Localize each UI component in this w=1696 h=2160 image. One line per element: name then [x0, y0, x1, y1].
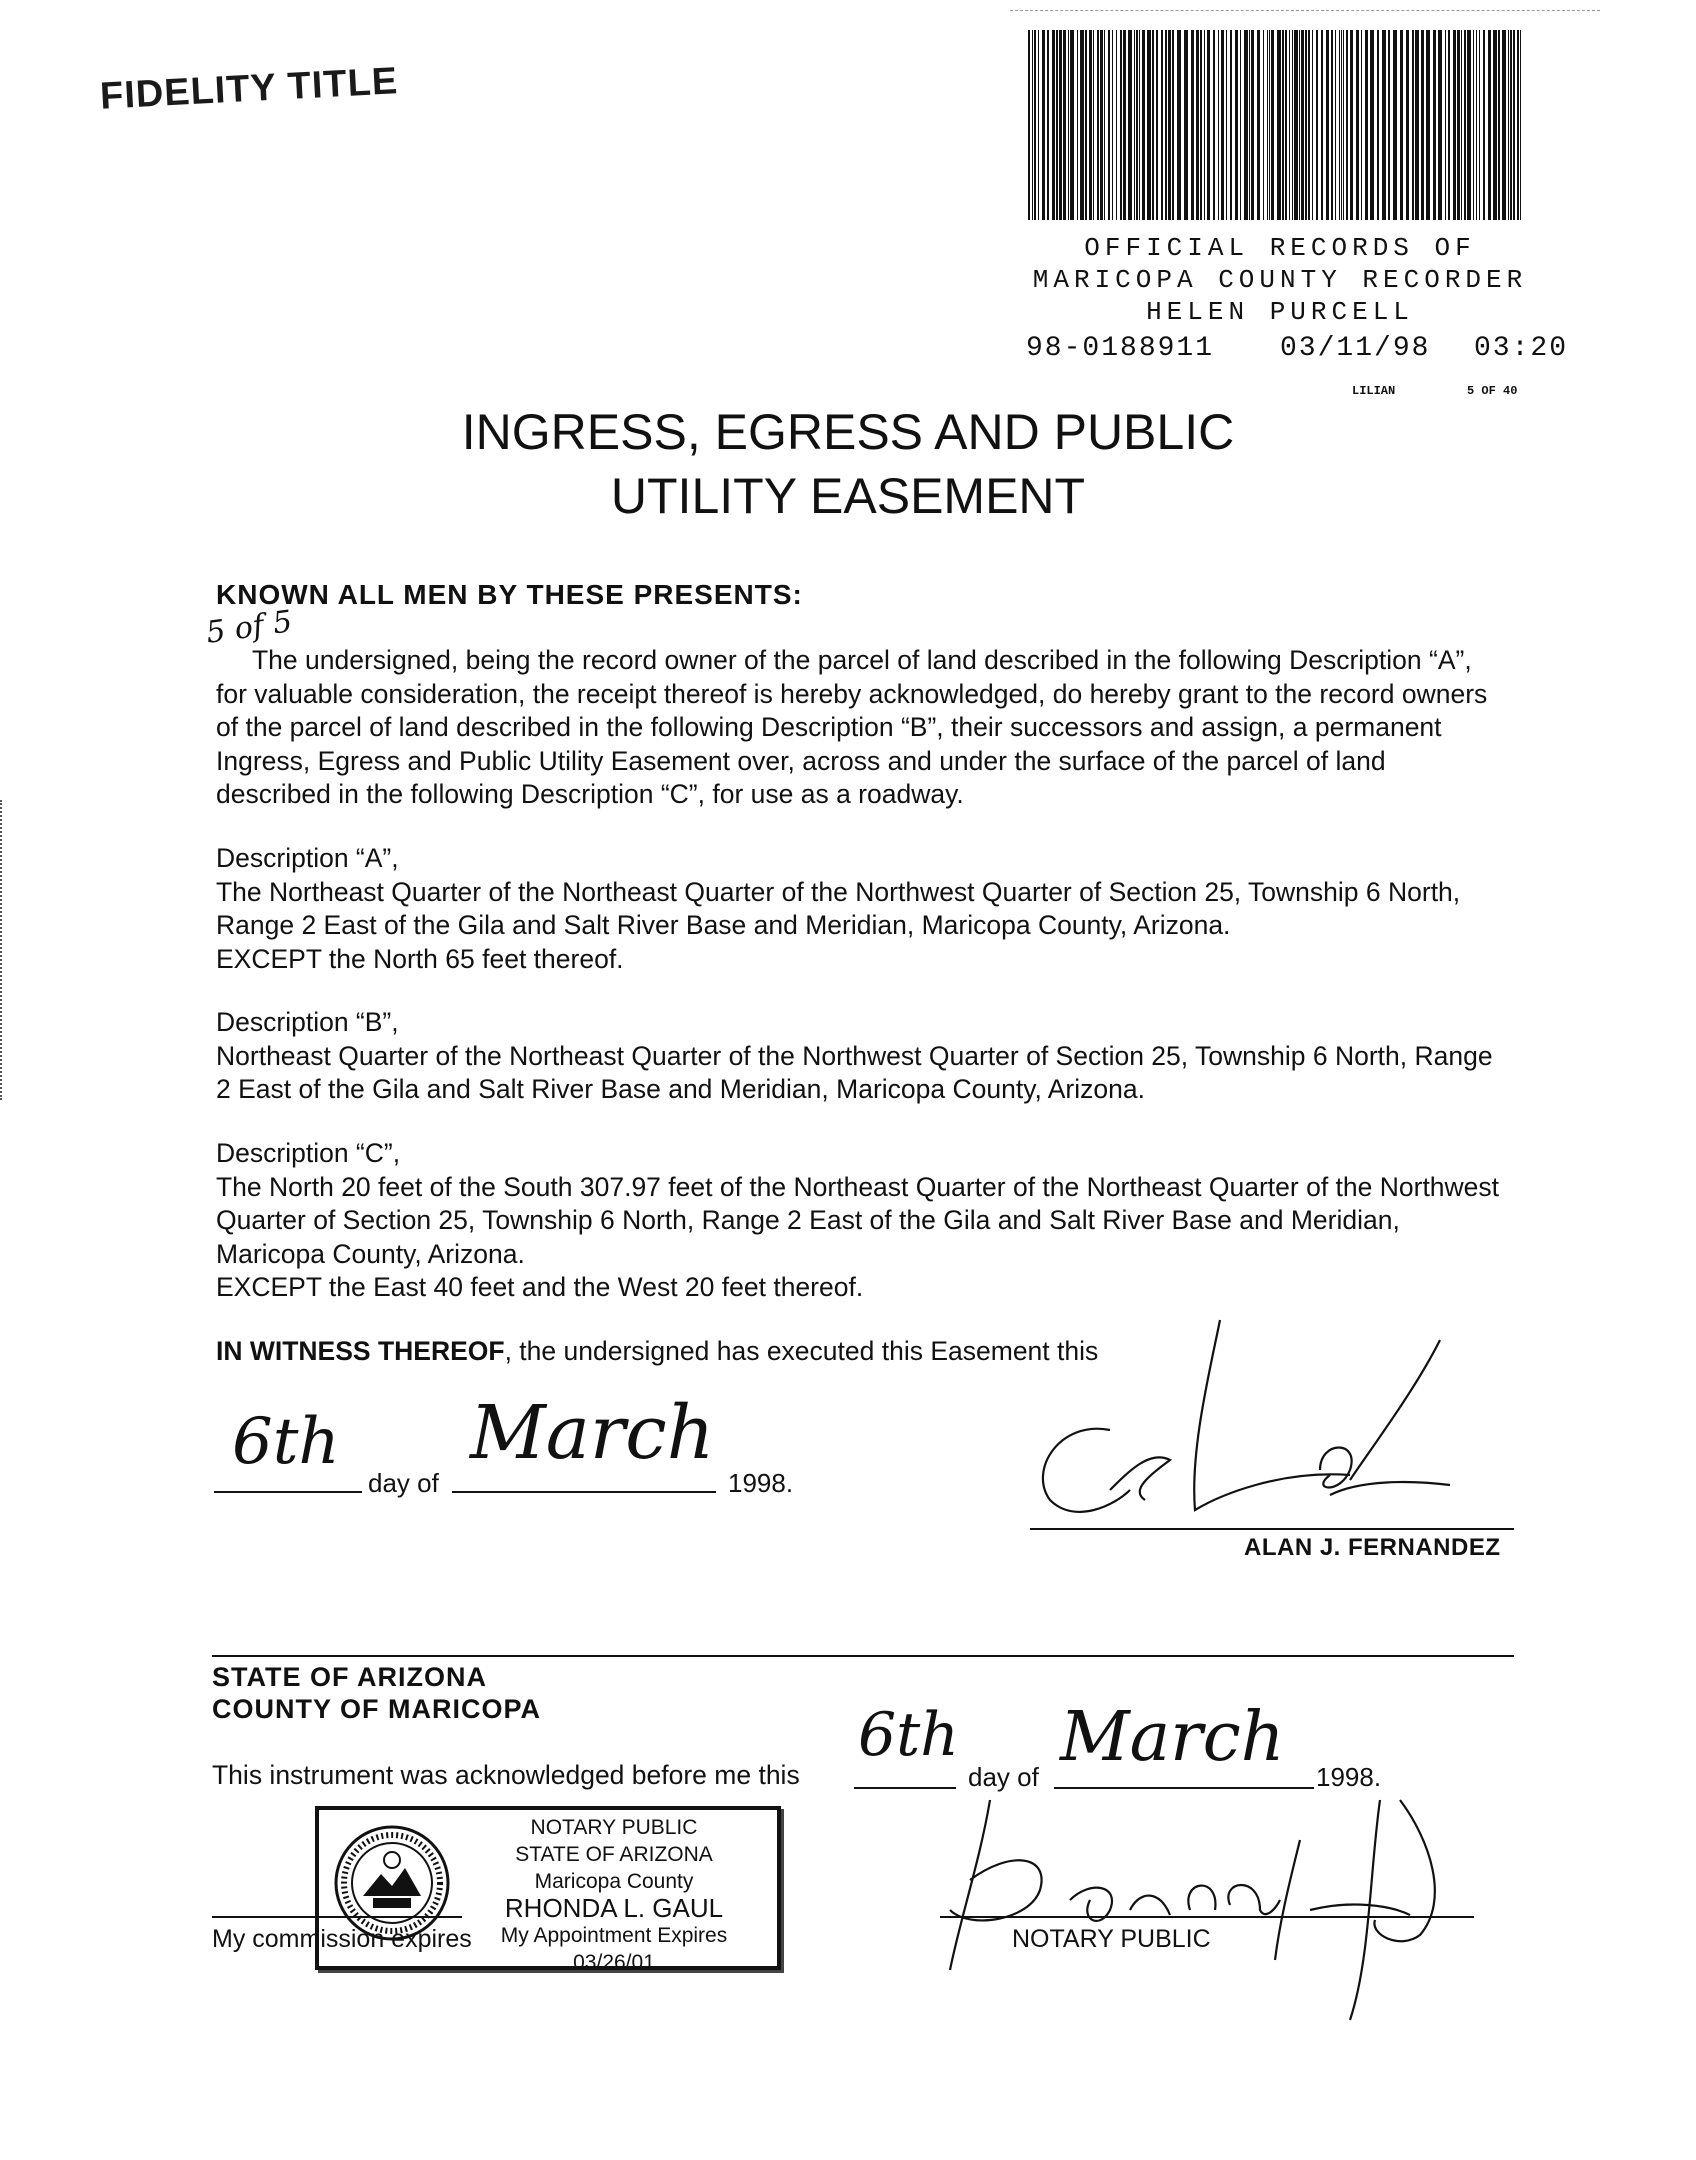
- barcode-bar: [1235, 30, 1238, 220]
- recording-doc-number: 98-0188911: [1026, 333, 1215, 364]
- barcode-bar: [1128, 30, 1132, 220]
- grantor-name: ALAN J. FERNANDEZ: [1244, 1534, 1501, 1561]
- notary-public-label: NOTARY PUBLIC: [1012, 1925, 1211, 1953]
- barcode-bar: [1177, 30, 1181, 220]
- notary-stamp-line-1: NOTARY PUBLIC: [530, 1816, 698, 1839]
- scan-edge-marks: [0, 800, 12, 1100]
- ack-text: This instrument was acknowledged before me this: [212, 1760, 800, 1790]
- barcode-bar: [1100, 30, 1103, 220]
- barcode-bar: [1034, 30, 1036, 220]
- barcode-bar: [1377, 30, 1379, 220]
- barcode-bar: [1042, 30, 1045, 220]
- witness-bold: IN WITNESS THEREOF: [216, 1336, 505, 1366]
- barcode-bar: [1277, 30, 1281, 220]
- barcode-bar: [1032, 30, 1033, 220]
- description-c-except: EXCEPT the East 40 feet and the West 20 feet thereof.: [216, 1272, 864, 1302]
- barcode-bar: [1508, 30, 1509, 220]
- barcode-bar: [1080, 30, 1084, 220]
- notary-stamp-line-2: STATE OF ARIZONA: [515, 1843, 713, 1866]
- barcode-bar: [1294, 30, 1298, 220]
- barcode-bar: [1047, 30, 1049, 220]
- description-c: [216, 1137, 1506, 1305]
- barcode-bar: [1142, 30, 1145, 220]
- barcode-bar: [1271, 30, 1274, 220]
- barcode-bar: [1120, 30, 1122, 220]
- barcode-bar: [1361, 30, 1362, 220]
- barcode-bar: [1089, 30, 1092, 220]
- barcode-bar: [1406, 30, 1409, 220]
- description-a-text: The Northeast Quarter of the Northeast Quarter of the Northwest Quarter of Section 25, Township 6 North, Range 2 East of the Gila and Salt River Base and Meridian, Maricopa County, Arizona.: [216, 876, 1461, 940]
- barcode-bar: [1493, 30, 1497, 220]
- barcode-bar: [1251, 30, 1254, 220]
- barcode-bar: [1483, 30, 1485, 220]
- description-b: [216, 1006, 1506, 1107]
- barcode-bar: [1112, 30, 1113, 220]
- barcode-bar: [1134, 30, 1135, 220]
- witness-day-line: [214, 1491, 362, 1493]
- barcode-bar: [1200, 30, 1202, 220]
- barcode-bar: [1218, 30, 1219, 220]
- barcode-bar: [1052, 30, 1055, 220]
- ack-state: STATE OF ARIZONA: [212, 1662, 487, 1692]
- barcode-bar: [1433, 30, 1436, 220]
- description-c-text: The North 20 feet of the South 307.97 feet of the Northeast Quarter of the Northeast Quarter of the Northwest Quarter of Section 25, Township 6 North, Range 2 East of the Gila and Salt River Base and Meridian, Maricopa County, Arizona.: [216, 1171, 1500, 1269]
- recording-page: 5 OF 40: [1467, 384, 1518, 398]
- description-a-except: EXCEPT the North 65 feet thereof.: [216, 943, 624, 974]
- barcode-bar: [1028, 30, 1030, 220]
- barcode-bar: [1056, 30, 1058, 220]
- witness-year: 1998.: [728, 1468, 794, 1498]
- barcode-bar: [1343, 30, 1344, 220]
- description-a-heading: Description “A”,: [216, 843, 399, 873]
- document-title: [0, 400, 1696, 528]
- barcode-bar: [1257, 30, 1260, 220]
- barcode-bar: [1267, 30, 1268, 220]
- notary-stamp-line-3: Maricopa County: [534, 1870, 694, 1893]
- acknowledgment-separator: [212, 1655, 1514, 1657]
- barcode-bar: [1299, 30, 1300, 220]
- barcode-bar: [1438, 30, 1442, 220]
- notary-stamp-expires: My Appointment Expires 03/26/01: [500, 1924, 728, 1974]
- grant-paragraph: [216, 644, 1506, 812]
- barcode-bar: [1070, 30, 1074, 220]
- barcode-bar: [1097, 30, 1099, 220]
- barcode-bar: [1204, 30, 1205, 220]
- barcode-bar: [1510, 30, 1512, 220]
- title-line-2: UTILITY EASEMENT: [610, 468, 1086, 524]
- barcode-bar: [1464, 30, 1466, 220]
- barcode-bar: [1479, 30, 1480, 220]
- description-b-heading: Description “B”,: [216, 1007, 399, 1037]
- barcode-bar: [1457, 30, 1460, 220]
- barcode-bar: [1305, 30, 1307, 220]
- witness-month-handwritten: March: [470, 1390, 715, 1476]
- barcode-bar: [1285, 30, 1287, 220]
- barcode-bar: [1467, 30, 1471, 220]
- recording-date: 03/11/98: [1280, 333, 1431, 364]
- title-line-1: INGRESS, EGRESS AND PUBLIC: [461, 404, 1235, 460]
- barcode-bar: [1282, 30, 1284, 220]
- barcode-bar: [1316, 30, 1318, 220]
- barcode-bar: [1123, 30, 1126, 220]
- description-c-heading: Description “C”,: [216, 1138, 401, 1168]
- barcode-bar: [1221, 30, 1224, 220]
- barcode-bar: [1207, 30, 1210, 220]
- barcode-bar: [1461, 30, 1462, 220]
- ack-day-handwritten: 6th: [858, 1700, 959, 1770]
- barcode-bar: [1473, 30, 1474, 220]
- barcode-bar: [1476, 30, 1477, 220]
- barcode-bar: [1093, 30, 1094, 220]
- barcode-bar: [1335, 30, 1336, 220]
- description-b-text: Northeast Quarter of the Northeast Quarter of the Northwest Quarter of Section 25, Township 6 North, Range 2 East of the Gila and Salt River Base and Meridian, Maricopa County, Arizona.: [216, 1040, 1493, 1104]
- notary-stamp: [315, 1806, 781, 1974]
- barcode-bar: [1400, 30, 1403, 220]
- barcode-bar: [1165, 30, 1167, 220]
- ack-month-handwritten: March: [1060, 1698, 1285, 1777]
- barcode-graphic: [1028, 30, 1526, 220]
- barcode-bar: [1038, 30, 1039, 220]
- grant-text: The undersigned, being the record owner of the parcel of land described in the following Description “A”, for valuable consideration, the receipt thereof is hereby acknowledged, do hereby grant to the record owners of the parcel of land described in the following Description “B”, their successors and assign, a permanent Ingress, Egress and Public Utility Easement over, across and under the surface of the parcel of land described in the following Description “C”, for use as a roadway.: [216, 645, 1488, 809]
- barcode-bar: [1426, 30, 1430, 220]
- barcode-bar: [1445, 30, 1446, 220]
- witness-day-handwritten: 6th: [232, 1405, 340, 1479]
- barcode-bar: [1517, 30, 1519, 220]
- barcode-bar: [1326, 30, 1329, 220]
- notary-stamp-text: [464, 1814, 764, 1976]
- barcode-bar: [1172, 30, 1174, 220]
- barcode-bar: [1312, 30, 1313, 220]
- witness-rest: , the undersigned has executed this Easement this: [504, 1336, 1099, 1366]
- barcode-bar: [1513, 30, 1515, 220]
- barcode-bar: [1213, 30, 1215, 220]
- barcode-bar: [1370, 30, 1374, 220]
- barcode-bar: [1249, 30, 1250, 220]
- recording-clerk: LILIAN: [1352, 384, 1396, 398]
- description-a: [216, 842, 1506, 976]
- recorder-line-1: OFFICIAL RECORDS OF: [1084, 233, 1476, 263]
- barcode-bar: [1488, 30, 1491, 220]
- grantor-signature-line: [1030, 1528, 1514, 1530]
- barcode-bar: [1520, 30, 1521, 220]
- barcode-bar: [1382, 30, 1386, 220]
- barcode-bar: [1289, 30, 1290, 220]
- presents-heading: KNOWN ALL MEN BY THESE PRESENTS:: [216, 579, 803, 610]
- barcode-bar: [1168, 30, 1171, 220]
- barcode-bar: [1063, 30, 1066, 220]
- barcode-bar: [1156, 30, 1158, 220]
- barcode-bar: [1502, 30, 1506, 220]
- barcode-bar: [1184, 30, 1188, 220]
- commission-label: My commission expires: [212, 1925, 472, 1953]
- barcode-bar: [1139, 30, 1140, 220]
- barcode-bar: [1412, 30, 1414, 220]
- recorder-line-2: MARICOPA COUNTY RECORDER: [1032, 265, 1528, 295]
- barcode-bar: [1498, 30, 1500, 220]
- barcode-bar: [1301, 30, 1304, 220]
- barcode-bar: [1415, 30, 1419, 220]
- barcode-bar: [1331, 30, 1333, 220]
- recorder-block: [1000, 232, 1560, 328]
- grantor-signature: [1020, 1300, 1500, 1530]
- recorder-line-3: HELEN PURCELL: [1146, 297, 1414, 327]
- barcode-bar: [1292, 30, 1293, 220]
- barcode-bar: [1161, 30, 1163, 220]
- notary-signature: [930, 1760, 1510, 2040]
- ack-day-of: day of: [968, 1762, 1039, 1792]
- barcode-bar: [1136, 30, 1138, 220]
- barcode-bar: [1196, 30, 1199, 220]
- barcode-bar: [1341, 30, 1342, 220]
- barcode-bar: [1104, 30, 1105, 220]
- ack-year: 1998.: [1316, 1762, 1382, 1792]
- barcode-bar: [1059, 30, 1062, 220]
- barcode-bar: [1321, 30, 1323, 220]
- barcode-bar: [1240, 30, 1241, 220]
- barcode-bar: [1448, 30, 1450, 220]
- barcode-bar: [1388, 30, 1390, 220]
- barcode-bar: [1108, 30, 1110, 220]
- barcode-bar: [1356, 30, 1359, 220]
- barcode-bar: [1152, 30, 1154, 220]
- notary-stamp-name: RHONDA L. GAUL: [504, 1893, 724, 1923]
- arizona-seal-icon: [333, 1824, 451, 1942]
- barcode-bar: [1453, 30, 1456, 220]
- witness-day-of: day of: [368, 1468, 439, 1498]
- barcode-bar: [1085, 30, 1087, 220]
- barcode-bar: [1308, 30, 1310, 220]
- barcode-bar: [1077, 30, 1078, 220]
- barcode-bar: [1421, 30, 1424, 220]
- barcode-bar: [1191, 30, 1194, 220]
- barcode-bar: [1068, 30, 1069, 220]
- handwritten-page-note: 5 of 5: [203, 604, 295, 651]
- notary-signature-line: [940, 1916, 1474, 1918]
- ack-county: COUNTY OF MARICOPA: [212, 1694, 542, 1724]
- witness-month-line: [452, 1491, 716, 1493]
- barcode-bar: [1244, 30, 1248, 220]
- recording-time: 03:20: [1474, 333, 1569, 364]
- barcode-bar: [1350, 30, 1353, 220]
- barcode-bar: [1365, 30, 1368, 220]
- title-company-stamp: FIDELITY TITLE: [99, 60, 400, 118]
- barcode-bar: [1346, 30, 1348, 220]
- top-right-edge-line: [1010, 10, 1600, 11]
- barcode-bar: [1339, 30, 1340, 220]
- barcode-bar: [1269, 30, 1270, 220]
- barcode-bar: [1226, 30, 1227, 220]
- barcode-bar: [1393, 30, 1397, 220]
- barcode-bar: [1263, 30, 1264, 220]
- barcode-bar: [1116, 30, 1117, 220]
- barcode-bar: [1147, 30, 1151, 220]
- barcode-bar: [1230, 30, 1232, 220]
